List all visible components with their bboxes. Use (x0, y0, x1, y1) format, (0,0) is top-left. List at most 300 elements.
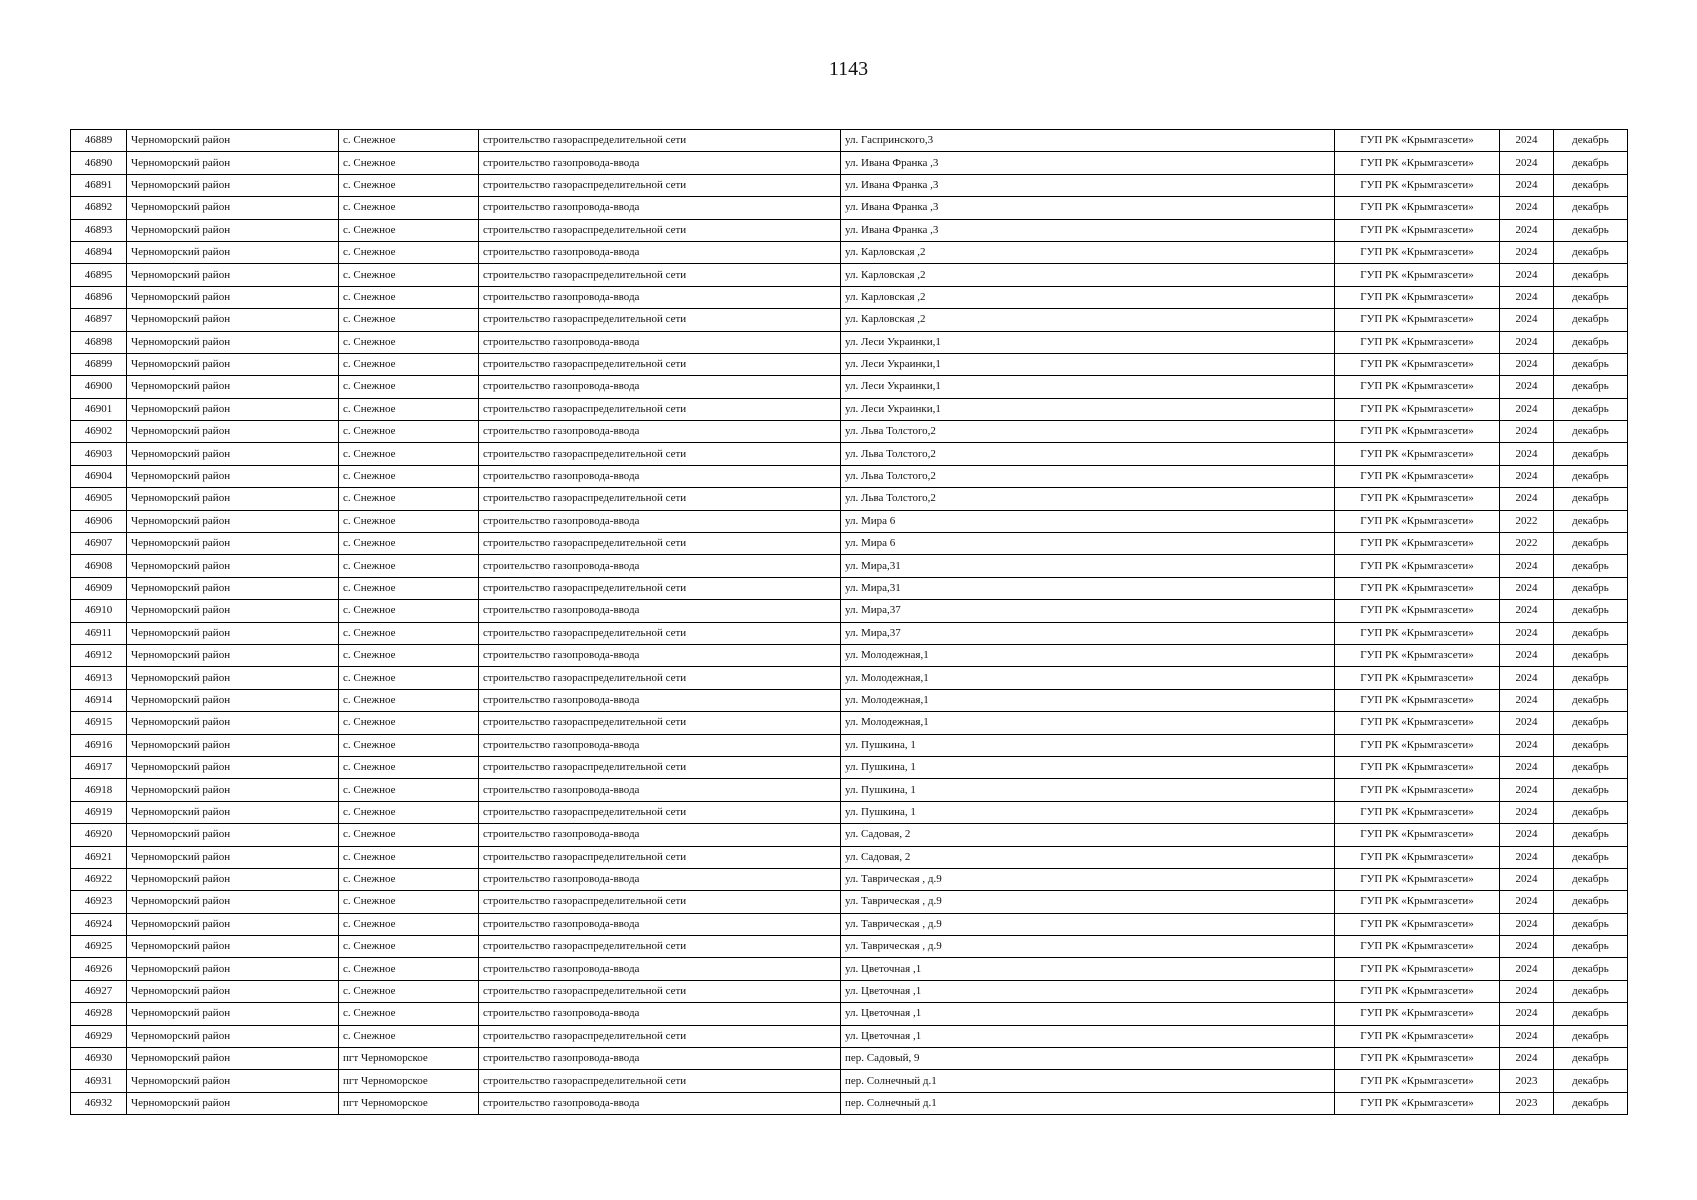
cell-organization: ГУП РК «Крымгазсети» (1335, 286, 1500, 308)
cell-address: ул. Ивана Франка ,3 (841, 219, 1335, 241)
cell-settlement: с. Снежное (339, 689, 479, 711)
cell-record-number: 46896 (71, 286, 127, 308)
cell-settlement: с. Снежное (339, 174, 479, 196)
cell-work-type: строительство газораспределительной сети (479, 1025, 841, 1047)
cell-settlement: с. Снежное (339, 622, 479, 644)
cell-district: Черноморский район (127, 465, 339, 487)
cell-organization: ГУП РК «Крымгазсети» (1335, 398, 1500, 420)
cell-year: 2024 (1500, 667, 1554, 689)
cell-record-number: 46904 (71, 465, 127, 487)
cell-year: 2024 (1500, 756, 1554, 778)
table-row (71, 533, 1628, 555)
cell-settlement: с. Снежное (339, 734, 479, 756)
cell-month: декабрь (1554, 219, 1628, 241)
cell-month: декабрь (1554, 241, 1628, 263)
cell-district: Черноморский район (127, 443, 339, 465)
cell-month: декабрь (1554, 667, 1628, 689)
cell-month: декабрь (1554, 1025, 1628, 1047)
cell-month: декабрь (1554, 376, 1628, 398)
table-row (71, 555, 1628, 577)
cell-work-type: строительство газораспределительной сети (479, 443, 841, 465)
cell-work-type: строительство газораспределительной сети (479, 667, 841, 689)
cell-district: Черноморский район (127, 936, 339, 958)
cell-month: декабрь (1554, 913, 1628, 935)
cell-address: ул. Леси Украинки,1 (841, 376, 1335, 398)
cell-record-number: 46900 (71, 376, 127, 398)
cell-district: Черноморский район (127, 801, 339, 823)
cell-year: 2024 (1500, 309, 1554, 331)
cell-address: ул. Цветочная ,1 (841, 980, 1335, 1002)
cell-settlement: с. Снежное (339, 465, 479, 487)
cell-settlement: с. Снежное (339, 824, 479, 846)
cell-organization: ГУП РК «Крымгазсети» (1335, 264, 1500, 286)
register-body (71, 130, 1628, 1115)
cell-settlement: с. Снежное (339, 421, 479, 443)
cell-settlement: с. Снежное (339, 644, 479, 666)
cell-record-number: 46907 (71, 533, 127, 555)
cell-address: ул. Пушкина, 1 (841, 756, 1335, 778)
cell-address: ул. Пушкина, 1 (841, 779, 1335, 801)
cell-year: 2024 (1500, 555, 1554, 577)
cell-address: ул. Таврическая , д.9 (841, 891, 1335, 913)
cell-organization: ГУП РК «Крымгазсети» (1335, 331, 1500, 353)
table-row (71, 600, 1628, 622)
cell-settlement: с. Снежное (339, 488, 479, 510)
cell-address: ул. Льва Толстого,2 (841, 443, 1335, 465)
cell-month: декабрь (1554, 398, 1628, 420)
cell-settlement: с. Снежное (339, 197, 479, 219)
cell-record-number: 46910 (71, 600, 127, 622)
cell-month: декабрь (1554, 1070, 1628, 1092)
cell-district: Черноморский район (127, 667, 339, 689)
table-row (71, 130, 1628, 152)
cell-district: Черноморский район (127, 197, 339, 219)
cell-work-type: строительство газопровода-ввода (479, 779, 841, 801)
cell-settlement: пгт Черноморское (339, 1070, 479, 1092)
cell-month: декабрь (1554, 689, 1628, 711)
cell-year: 2023 (1500, 1070, 1554, 1092)
cell-organization: ГУП РК «Крымгазсети» (1335, 130, 1500, 152)
table-row (71, 1092, 1628, 1114)
cell-year: 2024 (1500, 152, 1554, 174)
cell-year: 2024 (1500, 174, 1554, 196)
cell-settlement: с. Снежное (339, 353, 479, 375)
cell-work-type: строительство газораспределительной сети (479, 801, 841, 823)
cell-year: 2024 (1500, 980, 1554, 1002)
cell-record-number: 46920 (71, 824, 127, 846)
cell-month: декабрь (1554, 264, 1628, 286)
table-row (71, 980, 1628, 1002)
cell-year: 2024 (1500, 846, 1554, 868)
table-row (71, 1070, 1628, 1092)
cell-address: ул. Молодежная,1 (841, 667, 1335, 689)
cell-record-number: 46929 (71, 1025, 127, 1047)
cell-address: ул. Карловская ,2 (841, 286, 1335, 308)
cell-district: Черноморский район (127, 756, 339, 778)
cell-settlement: с. Снежное (339, 868, 479, 890)
cell-organization: ГУП РК «Крымгазсети» (1335, 958, 1500, 980)
cell-record-number: 46925 (71, 936, 127, 958)
cell-settlement: с. Снежное (339, 331, 479, 353)
cell-district: Черноморский район (127, 174, 339, 196)
cell-record-number: 46926 (71, 958, 127, 980)
cell-address: ул. Карловская ,2 (841, 309, 1335, 331)
table-row (71, 465, 1628, 487)
cell-month: декабрь (1554, 331, 1628, 353)
cell-address: ул. Льва Толстого,2 (841, 488, 1335, 510)
cell-work-type: строительство газораспределительной сети (479, 264, 841, 286)
cell-district: Черноморский район (127, 488, 339, 510)
cell-address: пер. Солнечный д.1 (841, 1092, 1335, 1114)
cell-work-type: строительство газопровода-ввода (479, 421, 841, 443)
cell-month: декабрь (1554, 1003, 1628, 1025)
cell-year: 2024 (1500, 936, 1554, 958)
cell-year: 2024 (1500, 1003, 1554, 1025)
cell-district: Черноморский район (127, 734, 339, 756)
cell-work-type: строительство газораспределительной сети (479, 219, 841, 241)
cell-month: декабрь (1554, 936, 1628, 958)
cell-organization: ГУП РК «Крымгазсети» (1335, 689, 1500, 711)
cell-address: ул. Леси Украинки,1 (841, 398, 1335, 420)
cell-work-type: строительство газопровода-ввода (479, 958, 841, 980)
cell-settlement: с. Снежное (339, 980, 479, 1002)
cell-work-type: строительство газопровода-ввода (479, 152, 841, 174)
cell-address: ул. Молодежная,1 (841, 644, 1335, 666)
cell-settlement: с. Снежное (339, 958, 479, 980)
table-row (71, 241, 1628, 263)
cell-organization: ГУП РК «Крымгазсети» (1335, 443, 1500, 465)
cell-organization: ГУП РК «Крымгазсети» (1335, 421, 1500, 443)
cell-address: ул. Цветочная ,1 (841, 1003, 1335, 1025)
cell-work-type: строительство газораспределительной сети (479, 622, 841, 644)
table-row (71, 398, 1628, 420)
cell-organization: ГУП РК «Крымгазсети» (1335, 913, 1500, 935)
cell-address: ул. Садовая, 2 (841, 824, 1335, 846)
cell-year: 2024 (1500, 891, 1554, 913)
cell-address: ул. Молодежная,1 (841, 689, 1335, 711)
cell-record-number: 46894 (71, 241, 127, 263)
cell-organization: ГУП РК «Крымгазсети» (1335, 353, 1500, 375)
cell-record-number: 46899 (71, 353, 127, 375)
cell-district: Черноморский район (127, 510, 339, 532)
cell-work-type: строительство газораспределительной сети (479, 756, 841, 778)
cell-organization: ГУП РК «Крымгазсети» (1335, 644, 1500, 666)
cell-district: Черноморский район (127, 958, 339, 980)
cell-settlement: с. Снежное (339, 219, 479, 241)
cell-address: ул. Ивана Франка ,3 (841, 174, 1335, 196)
cell-year: 2024 (1500, 577, 1554, 599)
cell-year: 2024 (1500, 130, 1554, 152)
cell-address: ул. Карловская ,2 (841, 241, 1335, 263)
cell-month: декабрь (1554, 734, 1628, 756)
cell-record-number: 46895 (71, 264, 127, 286)
cell-district: Черноморский район (127, 712, 339, 734)
cell-year: 2024 (1500, 241, 1554, 263)
cell-organization: ГУП РК «Крымгазсети» (1335, 309, 1500, 331)
cell-work-type: строительство газораспределительной сети (479, 577, 841, 599)
cell-settlement: с. Снежное (339, 152, 479, 174)
cell-address: ул. Цветочная ,1 (841, 958, 1335, 980)
cell-work-type: строительство газопровода-ввода (479, 331, 841, 353)
cell-year: 2024 (1500, 421, 1554, 443)
cell-district: Черноморский район (127, 689, 339, 711)
cell-settlement: с. Снежное (339, 376, 479, 398)
cell-month: декабрь (1554, 1092, 1628, 1114)
table-row (71, 197, 1628, 219)
table-row (71, 801, 1628, 823)
cell-year: 2024 (1500, 868, 1554, 890)
cell-record-number: 46915 (71, 712, 127, 734)
cell-settlement: пгт Черноморское (339, 1048, 479, 1070)
cell-organization: ГУП РК «Крымгазсети» (1335, 488, 1500, 510)
cell-year: 2024 (1500, 264, 1554, 286)
table-row (71, 488, 1628, 510)
cell-work-type: строительство газораспределительной сети (479, 398, 841, 420)
cell-organization: ГУП РК «Крымгазсети» (1335, 824, 1500, 846)
table-row (71, 1048, 1628, 1070)
cell-settlement: с. Снежное (339, 286, 479, 308)
cell-work-type: строительство газораспределительной сети (479, 891, 841, 913)
cell-record-number: 46930 (71, 1048, 127, 1070)
table-row (71, 577, 1628, 599)
cell-year: 2024 (1500, 958, 1554, 980)
cell-organization: ГУП РК «Крымгазсети» (1335, 734, 1500, 756)
cell-organization: ГУП РК «Крымгазсети» (1335, 846, 1500, 868)
cell-address: ул. Ивана Франка ,3 (841, 152, 1335, 174)
table-row (71, 174, 1628, 196)
cell-district: Черноморский район (127, 130, 339, 152)
cell-address: ул. Таврическая , д.9 (841, 936, 1335, 958)
cell-district: Черноморский район (127, 644, 339, 666)
cell-organization: ГУП РК «Крымгазсети» (1335, 600, 1500, 622)
cell-organization: ГУП РК «Крымгазсети» (1335, 376, 1500, 398)
cell-settlement: с. Снежное (339, 309, 479, 331)
cell-work-type: строительство газопровода-ввода (479, 600, 841, 622)
gasification-register-table (70, 129, 1628, 1115)
table-row (71, 936, 1628, 958)
table-row (71, 622, 1628, 644)
cell-year: 2024 (1500, 1025, 1554, 1047)
cell-work-type: строительство газораспределительной сети (479, 533, 841, 555)
cell-month: декабрь (1554, 891, 1628, 913)
cell-month: декабрь (1554, 510, 1628, 532)
cell-year: 2024 (1500, 353, 1554, 375)
cell-record-number: 46917 (71, 756, 127, 778)
cell-district: Черноморский район (127, 219, 339, 241)
cell-year: 2024 (1500, 331, 1554, 353)
cell-work-type: строительство газопровода-ввода (479, 1092, 841, 1114)
cell-settlement: с. Снежное (339, 533, 479, 555)
cell-address: ул. Садовая, 2 (841, 846, 1335, 868)
table-row (71, 219, 1628, 241)
cell-district: Черноморский район (127, 331, 339, 353)
cell-record-number: 46903 (71, 443, 127, 465)
cell-year: 2024 (1500, 376, 1554, 398)
cell-settlement: пгт Черноморское (339, 1092, 479, 1114)
cell-record-number: 46924 (71, 913, 127, 935)
cell-month: декабрь (1554, 958, 1628, 980)
cell-record-number: 46897 (71, 309, 127, 331)
cell-year: 2024 (1500, 689, 1554, 711)
cell-organization: ГУП РК «Крымгазсети» (1335, 868, 1500, 890)
cell-district: Черноморский район (127, 152, 339, 174)
cell-month: декабрь (1554, 801, 1628, 823)
cell-organization: ГУП РК «Крымгазсети» (1335, 174, 1500, 196)
cell-district: Черноморский район (127, 1003, 339, 1025)
cell-year: 2022 (1500, 510, 1554, 532)
cell-settlement: с. Снежное (339, 577, 479, 599)
table-row (71, 309, 1628, 331)
cell-month: декабрь (1554, 197, 1628, 219)
cell-settlement: с. Снежное (339, 510, 479, 532)
cell-month: декабрь (1554, 600, 1628, 622)
cell-work-type: строительство газопровода-ввода (479, 286, 841, 308)
table-row (71, 331, 1628, 353)
cell-record-number: 46893 (71, 219, 127, 241)
cell-organization: ГУП РК «Крымгазсети» (1335, 1003, 1500, 1025)
cell-organization: ГУП РК «Крымгазсети» (1335, 712, 1500, 734)
cell-month: декабрь (1554, 555, 1628, 577)
cell-address: пер. Садовый, 9 (841, 1048, 1335, 1070)
table-row (71, 510, 1628, 532)
cell-organization: ГУП РК «Крымгазсети» (1335, 510, 1500, 532)
cell-organization: ГУП РК «Крымгазсети» (1335, 152, 1500, 174)
table-row (71, 868, 1628, 890)
table-row (71, 376, 1628, 398)
cell-organization: ГУП РК «Крымгазсети» (1335, 756, 1500, 778)
cell-district: Черноморский район (127, 980, 339, 1002)
cell-record-number: 46916 (71, 734, 127, 756)
table-row (71, 644, 1628, 666)
cell-record-number: 46921 (71, 846, 127, 868)
cell-settlement: с. Снежное (339, 398, 479, 420)
cell-month: декабрь (1554, 130, 1628, 152)
cell-work-type: строительство газопровода-ввода (479, 913, 841, 935)
table-row (71, 756, 1628, 778)
cell-month: декабрь (1554, 421, 1628, 443)
cell-year: 2024 (1500, 197, 1554, 219)
cell-address: ул. Льва Толстого,2 (841, 465, 1335, 487)
cell-record-number: 46932 (71, 1092, 127, 1114)
cell-address: ул. Мира 6 (841, 510, 1335, 532)
cell-work-type: строительство газопровода-ввода (479, 555, 841, 577)
cell-address: ул. Мира,37 (841, 600, 1335, 622)
cell-month: декабрь (1554, 868, 1628, 890)
cell-year: 2024 (1500, 600, 1554, 622)
cell-work-type: строительство газопровода-ввода (479, 465, 841, 487)
cell-settlement: с. Снежное (339, 756, 479, 778)
cell-organization: ГУП РК «Крымгазсети» (1335, 219, 1500, 241)
cell-work-type: строительство газораспределительной сети (479, 353, 841, 375)
cell-district: Черноморский район (127, 1025, 339, 1047)
cell-settlement: с. Снежное (339, 779, 479, 801)
cell-settlement: с. Снежное (339, 1025, 479, 1047)
cell-district: Черноморский район (127, 779, 339, 801)
cell-settlement: с. Снежное (339, 846, 479, 868)
cell-month: декабрь (1554, 622, 1628, 644)
cell-month: декабрь (1554, 712, 1628, 734)
cell-year: 2024 (1500, 734, 1554, 756)
cell-district: Черноморский район (127, 421, 339, 443)
table-row (71, 824, 1628, 846)
cell-work-type: строительство газораспределительной сети (479, 309, 841, 331)
cell-settlement: с. Снежное (339, 264, 479, 286)
table-row (71, 712, 1628, 734)
cell-work-type: строительство газопровода-ввода (479, 241, 841, 263)
cell-district: Черноморский район (127, 600, 339, 622)
cell-address: ул. Пушкина, 1 (841, 801, 1335, 823)
cell-settlement: с. Снежное (339, 600, 479, 622)
cell-record-number: 46918 (71, 779, 127, 801)
cell-month: декабрь (1554, 1048, 1628, 1070)
cell-district: Черноморский район (127, 264, 339, 286)
table-row (71, 913, 1628, 935)
cell-district: Черноморский район (127, 533, 339, 555)
table-row (71, 779, 1628, 801)
cell-district: Черноморский район (127, 309, 339, 331)
cell-year: 2024 (1500, 801, 1554, 823)
cell-record-number: 46922 (71, 868, 127, 890)
cell-work-type: строительство газопровода-ввода (479, 868, 841, 890)
cell-month: декабрь (1554, 980, 1628, 1002)
cell-month: декабрь (1554, 756, 1628, 778)
cell-record-number: 46908 (71, 555, 127, 577)
cell-year: 2024 (1500, 644, 1554, 666)
cell-record-number: 46905 (71, 488, 127, 510)
cell-work-type: строительство газопровода-ввода (479, 1048, 841, 1070)
cell-work-type: строительство газораспределительной сети (479, 174, 841, 196)
cell-organization: ГУП РК «Крымгазсети» (1335, 779, 1500, 801)
table-row (71, 734, 1628, 756)
cell-record-number: 46931 (71, 1070, 127, 1092)
cell-organization: ГУП РК «Крымгазсети» (1335, 555, 1500, 577)
cell-address: ул. Мира 6 (841, 533, 1335, 555)
cell-organization: ГУП РК «Крымгазсети» (1335, 1092, 1500, 1114)
cell-district: Черноморский район (127, 577, 339, 599)
table-row (71, 891, 1628, 913)
cell-record-number: 46892 (71, 197, 127, 219)
cell-year: 2024 (1500, 1048, 1554, 1070)
cell-address: ул. Цветочная ,1 (841, 1025, 1335, 1047)
cell-organization: ГУП РК «Крымгазсети» (1335, 667, 1500, 689)
cell-work-type: строительство газораспределительной сети (479, 1070, 841, 1092)
cell-settlement: с. Снежное (339, 712, 479, 734)
table-row (71, 1003, 1628, 1025)
cell-record-number: 46891 (71, 174, 127, 196)
cell-address: ул. Таврическая , д.9 (841, 868, 1335, 890)
cell-settlement: с. Снежное (339, 1003, 479, 1025)
cell-month: декабрь (1554, 353, 1628, 375)
cell-work-type: строительство газораспределительной сети (479, 936, 841, 958)
cell-month: декабрь (1554, 443, 1628, 465)
cell-district: Черноморский район (127, 846, 339, 868)
cell-record-number: 46889 (71, 130, 127, 152)
cell-settlement: с. Снежное (339, 130, 479, 152)
cell-district: Черноморский район (127, 824, 339, 846)
cell-year: 2024 (1500, 465, 1554, 487)
cell-organization: ГУП РК «Крымгазсети» (1335, 1025, 1500, 1047)
cell-work-type: строительство газопровода-ввода (479, 376, 841, 398)
cell-year: 2024 (1500, 443, 1554, 465)
cell-organization: ГУП РК «Крымгазсети» (1335, 801, 1500, 823)
cell-record-number: 46914 (71, 689, 127, 711)
table-row (71, 1025, 1628, 1047)
cell-address: ул. Пушкина, 1 (841, 734, 1335, 756)
table-row (71, 667, 1628, 689)
cell-work-type: строительство газораспределительной сети (479, 488, 841, 510)
cell-record-number: 46902 (71, 421, 127, 443)
table-row (71, 421, 1628, 443)
